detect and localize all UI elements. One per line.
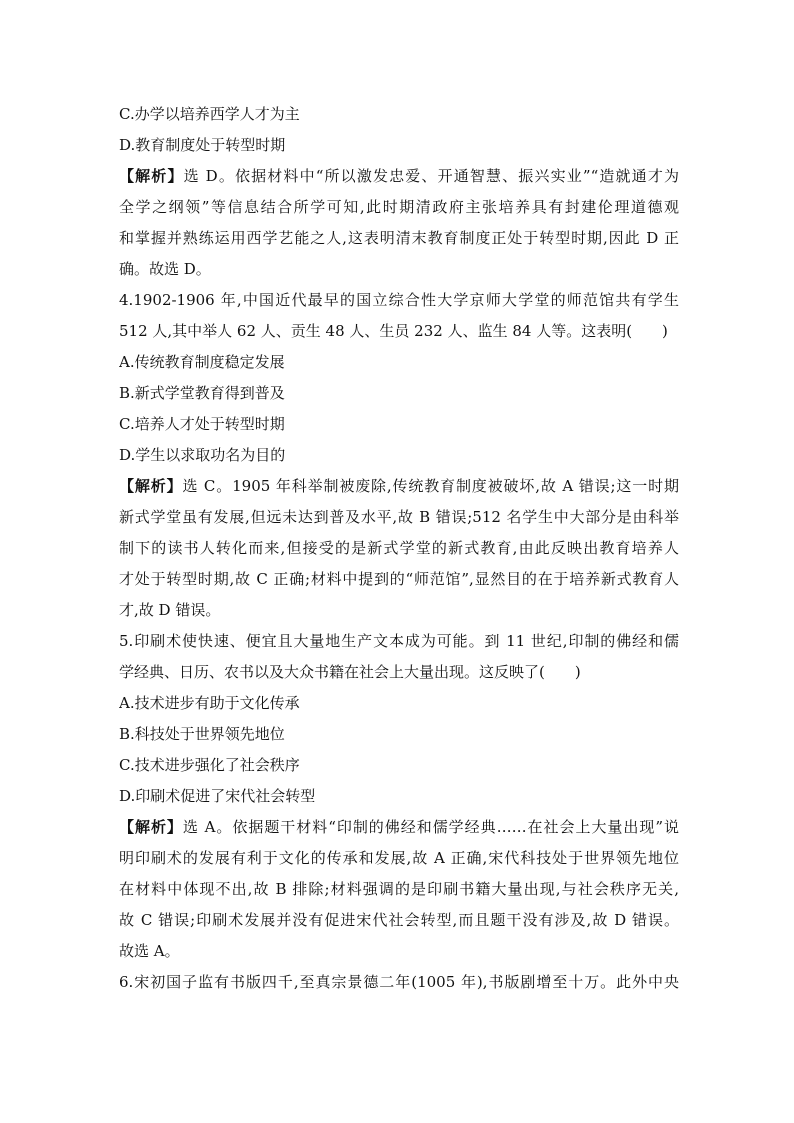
q5-analysis-line-3: 在材料中体现不出,故 B 排除;材料强调的是印刷书籍大量出现,与社会秩序无关,: [119, 880, 679, 898]
q5-analysis-line-2: 明印刷术的发展有利于文化的传承和发展,故 A 正确,宋代科技处于世界领先地位: [119, 849, 679, 867]
q4-option-a: A.传统教育制度稳定发展: [119, 353, 285, 371]
q3-analysis-line-3: 和掌握并熟练运用西学艺能之人,这表明清末教育制度正处于转型时期,因此 D 正: [119, 229, 679, 247]
q4-analysis-line-3: 制下的读书人转化而来,但接受的是新式学堂的新式教育,由此反映出教育培养人: [119, 539, 679, 557]
q4-analysis-line-5: 才,故 D 错误。: [119, 601, 221, 619]
q3-analysis-tag: 【解析】: [119, 167, 184, 185]
q4-analysis-tag: 【解析】: [119, 477, 183, 495]
q5-analysis-tag: 【解析】: [119, 818, 183, 836]
q5-option-a: A.技术进步有助于文化传承: [119, 694, 300, 712]
q3-analysis-text-1: 选 D。依据材料中“所以激发忠爱、开通智慧、振兴实业”“造就通才为: [183, 167, 679, 185]
q4-option-b: B.新式学堂教育得到普及: [119, 384, 285, 402]
q3-analysis-line-2: 全学之纲领”等信息结合所学可知,此时期清政府主张培养具有封建伦理道德观: [119, 198, 679, 216]
q4-analysis-line-1: [119, 471, 679, 502]
q4-analysis-line-2: 新式学堂虽有发展,但远未达到普及水平,故 B 错误;512 名学生中大部分是由科举: [119, 508, 679, 526]
q3-analysis-line-4: 确。故选 D。: [119, 260, 211, 278]
document-body: [119, 99, 679, 998]
q3-analysis-line-1: [119, 161, 679, 192]
q3-option-d: D.教育制度处于转型时期: [119, 136, 286, 154]
q5-stem-line-1: 5.印刷术使快速、便宜且大量地生产文本成为可能。到 11 世纪,印制的佛经和儒: [119, 632, 679, 650]
q5-stem-line-2: 学经典、日历、农书以及大众书籍在社会上大量出现。这反映了( ): [119, 663, 581, 681]
q5-option-d: D.印刷术促进了宋代社会转型: [119, 787, 316, 805]
q4-stem-line-1: 4.1902-1906 年,中国近代最早的国立综合性大学京师大学堂的师范馆共有学生: [119, 291, 679, 309]
q4-option-d: D.学生以求取功名为目的: [119, 446, 286, 464]
q4-option-c: C.培养人才处于转型时期: [119, 415, 285, 433]
q4-analysis-line-4: 才处于转型时期,故 C 正确;材料中提到的“师范馆”,显然目的在于培养新式教育人: [119, 570, 679, 588]
q5-option-c: C.技术进步强化了社会秩序: [119, 756, 300, 774]
q5-analysis-line-1: [119, 812, 679, 843]
q4-stem-line-2: 512 人,其中举人 62 人、贡生 48 人、生员 232 人、监生 84 人等。这表明( ): [119, 322, 668, 340]
q5-analysis-line-4: 故 C 错误;印刷术发展并没有促进宋代社会转型,而且题干没有涉及,故 D 错误。: [119, 911, 679, 929]
q6-stem-line-1: 6.宋初国子监有书版四千,至真宗景德二年(1005 年),书版剧增至十万。此外中央: [119, 973, 679, 991]
q5-analysis-line-5: 故选 A。: [119, 942, 180, 960]
q5-analysis-text-1: 选 A。依据题干材料“印制的佛经和儒学经典……在社会上大量出现”说: [182, 818, 679, 836]
q5-option-b: B.科技处于世界领先地位: [119, 725, 285, 743]
q4-analysis-text-1: 选 C。1905 年科举制被废除,传统教育制度被破坏,故 A 错误;这一时期: [182, 477, 679, 495]
q3-option-c: C.办学以培养西学人才为主: [119, 105, 300, 123]
